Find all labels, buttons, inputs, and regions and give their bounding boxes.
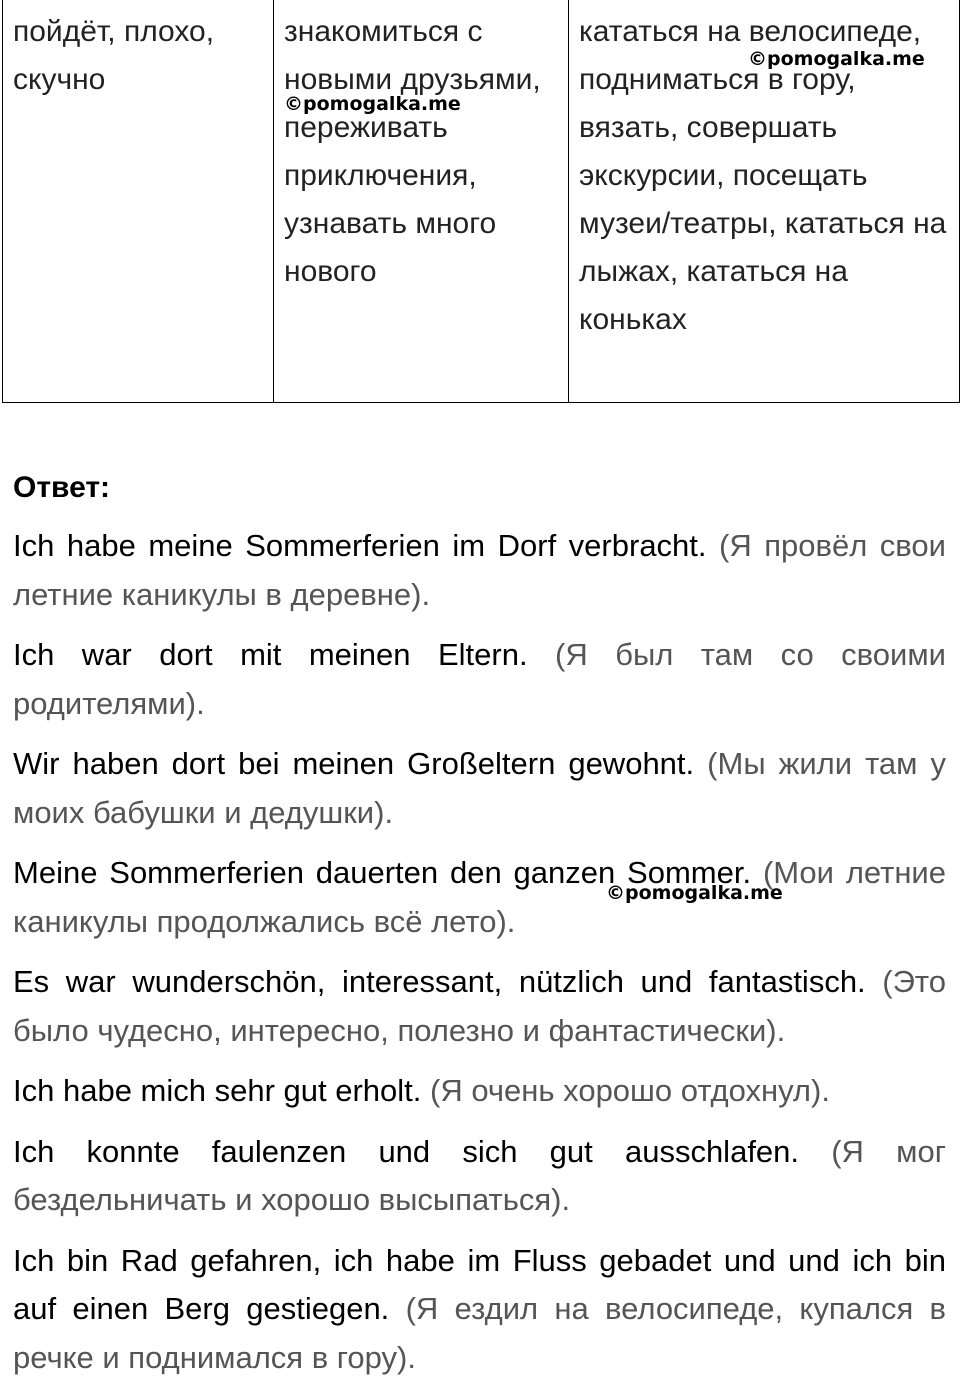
german-sentence: Ich konnte faulenzen und sich gut ausschlafen.: [13, 1133, 800, 1169]
russian-translation: (Мои летние каникулы продолжались всё лето).: [13, 855, 946, 939]
answer-item: [13, 1128, 946, 1225]
answer-list: [13, 522, 946, 1394]
answer-item: [13, 631, 946, 728]
german-sentence: Wir haben dort bei meinen Großeltern gewohnt.: [13, 746, 695, 781]
russian-translation: (Я очень хорошо отдохнул).: [430, 1073, 830, 1108]
german-sentence: Ich habe meine Sommerferien im Dorf verbracht.: [13, 528, 707, 563]
russian-translation: (Я провёл свои летние каникулы в деревне).: [13, 528, 946, 612]
answer-item: [13, 1237, 946, 1383]
table-cell: знакомиться с новыми друзьями, переживать приключения, узнавать много нового: [274, 0, 569, 403]
german-sentence: Ich war dort mit meinen Eltern.: [13, 637, 528, 672]
russian-translation: (Это было чудесно, интересно, полезно и фантастически).: [13, 964, 946, 1048]
russian-translation: (Я ездил на велосипеде, купался в речке и поднимался в гору).: [13, 1291, 946, 1375]
watermark: ©pomogalka.me: [284, 93, 461, 115]
german-sentence: Es war wunderschön, interessant, nützlich und fantastisch.: [13, 964, 866, 999]
watermark: ©pomogalka.me: [748, 48, 925, 70]
russian-translation: (Мы жили там у моих бабушки и дедушки).: [13, 746, 946, 830]
watermark: ©pomogalka.me: [606, 882, 783, 904]
table-cell: кататься на велосипеде, подниматься в гору, вязать, совершать экскурсии, посещать музеи/театры, кататься на лыжах, кататься на коньках: [569, 0, 960, 403]
russian-translation: (Я мог бездельничать и хорошо высыпаться).: [13, 1133, 946, 1217]
russian-translation: (Я был там со своими родителями).: [13, 637, 946, 721]
german-sentence: Ich bin Rad gefahren, ich habe im Fluss gebadet und und ich bin auf einen Berg gestiegen.: [13, 1242, 946, 1326]
answer-heading: Ответ:: [13, 471, 111, 504]
table-cell: пойдёт, плохо, скучно: [3, 0, 274, 403]
answer-item: [13, 1067, 946, 1116]
german-sentence: Ich habe mich sehr gut erholt.: [13, 1073, 422, 1108]
german-sentence: Meine Sommerferien dauerten den ganzen Sommer.: [13, 855, 752, 890]
answer-item: [13, 522, 946, 619]
answer-item: [13, 740, 946, 837]
answer-item: [13, 958, 946, 1055]
answer-item: [13, 849, 946, 946]
